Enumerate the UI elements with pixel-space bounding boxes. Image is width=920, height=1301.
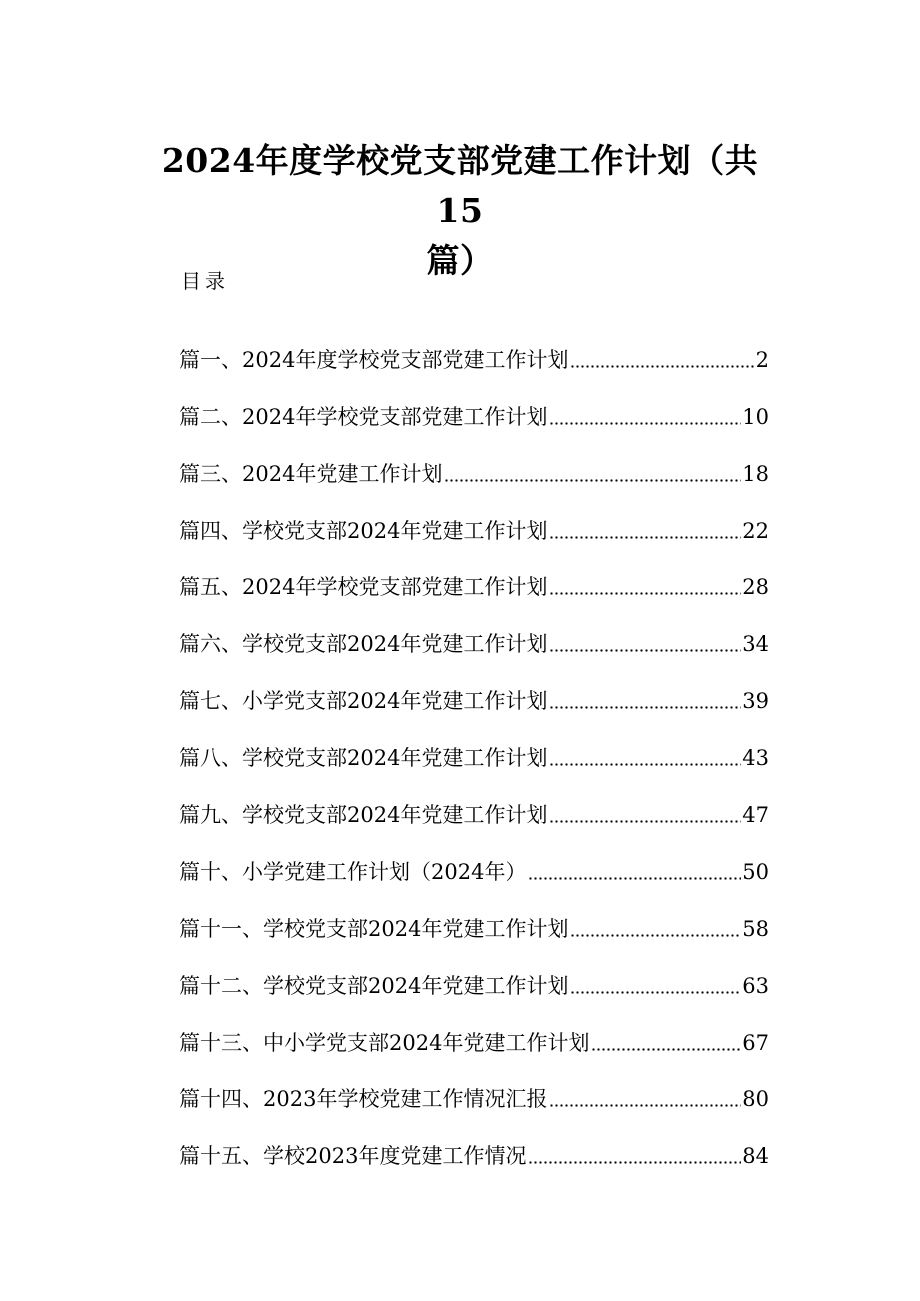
toc-entry[interactable] xyxy=(179,716,769,773)
toc-entry[interactable] xyxy=(179,1114,769,1171)
toc-dot-leader xyxy=(528,877,741,880)
toc-entry[interactable] xyxy=(179,318,769,375)
toc-entry-page-number: 39 xyxy=(742,689,769,714)
document-title-line-1: 2024年度学校党支部党建工作计划（共15 xyxy=(161,141,759,230)
toc-dot-leader xyxy=(549,592,741,595)
toc-heading: 目录 xyxy=(181,269,229,293)
toc-entry-page-number: 22 xyxy=(742,518,769,543)
toc-dot-leader xyxy=(570,991,741,994)
toc-entry-title[interactable]: 篇十五、学校2023年度党建工作情况 xyxy=(179,1144,527,1169)
toc-entry-page-number: 84 xyxy=(742,1144,769,1169)
toc-dot-leader xyxy=(549,649,741,652)
toc-entry[interactable] xyxy=(179,1058,769,1115)
toc-entry-title[interactable]: 篇五、2024年学校党支部党建工作计划 xyxy=(179,575,548,600)
table-of-contents xyxy=(179,318,769,1171)
toc-dot-leader xyxy=(549,820,741,823)
toc-entry-title[interactable]: 篇二、2024年学校党支部党建工作计划 xyxy=(179,404,548,429)
toc-entry[interactable] xyxy=(179,546,769,603)
toc-entry-title[interactable]: 篇一、2024年度学校党支部党建工作计划 xyxy=(179,347,569,372)
toc-entry[interactable] xyxy=(179,489,769,546)
toc-dot-leader xyxy=(528,1161,741,1164)
toc-entry[interactable] xyxy=(179,773,769,830)
toc-dot-leader xyxy=(549,706,741,709)
toc-dot-leader xyxy=(549,1104,741,1107)
toc-entry-title[interactable]: 篇十二、学校党支部2024年党建工作计划 xyxy=(179,973,569,998)
toc-entry[interactable] xyxy=(179,944,769,1001)
toc-entry-title[interactable]: 篇三、2024年党建工作计划 xyxy=(179,461,443,486)
toc-entry-page-number: 63 xyxy=(742,973,769,998)
toc-entry[interactable] xyxy=(179,830,769,887)
toc-entry-title[interactable]: 篇四、学校党支部2024年党建工作计划 xyxy=(179,518,548,543)
toc-dot-leader xyxy=(549,763,741,766)
toc-entry[interactable] xyxy=(179,887,769,944)
toc-dot-leader xyxy=(570,365,754,368)
toc-entry[interactable] xyxy=(179,375,769,432)
toc-dot-leader xyxy=(444,479,741,482)
toc-entry-page-number: 58 xyxy=(742,916,769,941)
toc-dot-leader xyxy=(591,1048,741,1051)
toc-entry-title[interactable]: 篇十三、中小学党支部2024年党建工作计划 xyxy=(179,1030,590,1055)
toc-entry-page-number: 80 xyxy=(742,1087,769,1112)
toc-entry-page-number: 28 xyxy=(742,575,769,600)
toc-entry[interactable] xyxy=(179,659,769,716)
toc-entry-page-number: 34 xyxy=(742,632,769,657)
document-title xyxy=(140,136,780,286)
toc-entry-page-number: 47 xyxy=(742,803,769,828)
toc-entry-title[interactable]: 篇九、学校党支部2024年党建工作计划 xyxy=(179,803,548,828)
toc-entry-title[interactable]: 篇六、学校党支部2024年党建工作计划 xyxy=(179,632,548,657)
toc-entry-page-number: 10 xyxy=(742,404,769,429)
toc-entry[interactable] xyxy=(179,1001,769,1058)
toc-dot-leader xyxy=(549,422,741,425)
toc-entry-page-number: 2 xyxy=(755,347,769,372)
toc-entry-page-number: 43 xyxy=(742,746,769,771)
document-title-line-2: 篇） xyxy=(426,241,494,280)
toc-dot-leader xyxy=(549,536,741,539)
toc-entry-title[interactable]: 篇七、小学党支部2024年党建工作计划 xyxy=(179,689,548,714)
toc-entry[interactable] xyxy=(179,432,769,489)
toc-entry-title[interactable]: 篇十、小学党建工作计划（2024年） xyxy=(179,859,527,884)
toc-entry-page-number: 67 xyxy=(742,1030,769,1055)
toc-entry-page-number: 18 xyxy=(742,461,769,486)
toc-entry-page-number: 50 xyxy=(742,859,769,884)
toc-entry[interactable] xyxy=(179,602,769,659)
toc-entry-title[interactable]: 篇十一、学校党支部2024年党建工作计划 xyxy=(179,916,569,941)
toc-dot-leader xyxy=(570,934,741,937)
toc-entry-title[interactable]: 篇八、学校党支部2024年党建工作计划 xyxy=(179,746,548,771)
toc-entry-title[interactable]: 篇十四、2023年学校党建工作情况汇报 xyxy=(179,1087,548,1112)
